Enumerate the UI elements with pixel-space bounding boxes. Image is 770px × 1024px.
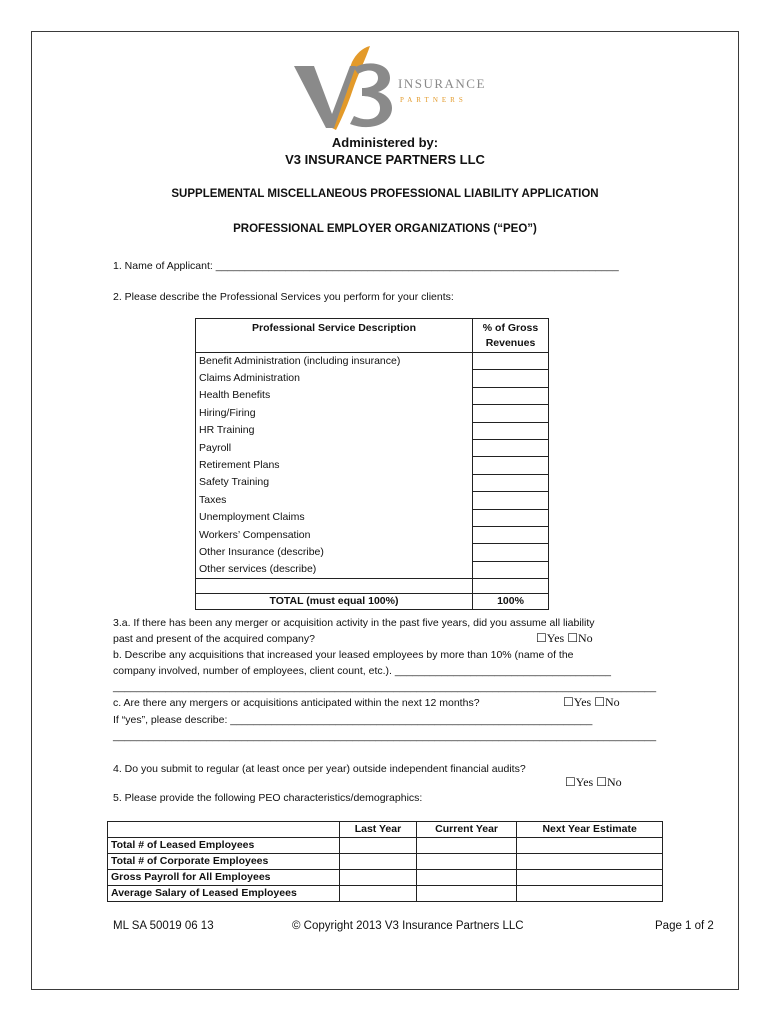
demographics-corner: [108, 822, 340, 838]
service-label: Benefit Administration (including insurance): [196, 353, 473, 370]
service-label: Safety Training: [196, 474, 473, 491]
revenue-cell[interactable]: [473, 353, 549, 370]
table-row: [108, 870, 663, 886]
revenue-cell[interactable]: [473, 492, 549, 509]
q3a-yes-no-checkboxes[interactable]: ☐Yes ☐No: [536, 631, 593, 645]
peo-demographics-table: [107, 821, 663, 902]
table-row: [196, 370, 549, 387]
input-cell[interactable]: [416, 854, 516, 870]
table-row-total: [196, 594, 549, 610]
revenue-cell[interactable]: [473, 370, 549, 387]
q3c-yes-no-checkboxes[interactable]: ☐Yes ☐No: [563, 695, 620, 709]
table-row: [108, 838, 663, 854]
q3b-line2[interactable]: company involved, number of employees, client count, etc.). _____________________________________: [113, 665, 611, 677]
service-label: Claims Administration: [196, 370, 473, 387]
q1-name-of-applicant[interactable]: 1. Name of Applicant: _____________________________________________________________________: [113, 260, 619, 272]
q3b-line3[interactable]: _____________________________________________________________________________________________: [113, 681, 657, 693]
form-code: ML SA 50019 06 13: [113, 920, 214, 932]
table-row-blank: [196, 579, 549, 594]
v3-logo: [292, 44, 492, 134]
service-label: Other Insurance (describe): [196, 544, 473, 561]
q4-question: 4. Do you submit to regular (at least once per year) outside independent financial audits?: [113, 763, 526, 775]
copyright: © Copyright 2013 V3 Insurance Partners LLC: [292, 920, 524, 932]
revenue-cell[interactable]: [473, 439, 549, 456]
table-row: [196, 422, 549, 439]
revenue-cell[interactable]: [473, 422, 549, 439]
service-label: HR Training: [196, 422, 473, 439]
logo-brand-insurance: INSURANCE: [398, 76, 486, 91]
q3c-line1: c. Are there any mergers or acquisitions anticipated within the next 12 months?: [113, 697, 480, 709]
q3b-line1: b. Describe any acquisitions that increased your leased employees by more than 10% (name of the: [113, 649, 574, 661]
table-row: [196, 544, 549, 561]
input-cell[interactable]: [517, 854, 663, 870]
logo-brand-partners: PARTNERS: [400, 96, 467, 104]
service-label: Workers’ Compensation: [196, 526, 473, 543]
table-row: [196, 405, 549, 422]
page-number: Page 1 of 2: [655, 920, 714, 932]
revenue-cell[interactable]: [473, 561, 549, 578]
input-cell[interactable]: [340, 886, 417, 902]
input-cell[interactable]: [340, 838, 417, 854]
revenue-cell[interactable]: [473, 457, 549, 474]
table-row: [196, 561, 549, 578]
input-cell[interactable]: [416, 886, 516, 902]
table-row: [196, 474, 549, 491]
table-row: [108, 854, 663, 870]
service-label: Taxes: [196, 492, 473, 509]
service-label: Other services (describe): [196, 561, 473, 578]
total-value: 100%: [473, 594, 549, 610]
application-title: SUPPLEMENTAL MISCELLANEOUS PROFESSIONAL LIABILITY APPLICATION: [171, 188, 599, 200]
revenue-cell[interactable]: [473, 405, 549, 422]
row-label: Average Salary of Leased Employees: [108, 886, 340, 902]
input-cell[interactable]: [340, 854, 417, 870]
input-cell[interactable]: [416, 870, 516, 886]
col-header-current-year: Current Year: [416, 822, 516, 838]
input-cell[interactable]: [517, 838, 663, 854]
revenue-cell[interactable]: [473, 474, 549, 491]
revenue-cell[interactable]: [473, 526, 549, 543]
col-header-next-year: Next Year Estimate: [517, 822, 663, 838]
table-row: [108, 886, 663, 902]
table-row: [196, 457, 549, 474]
table-row: [196, 387, 549, 404]
service-label: Payroll: [196, 439, 473, 456]
revenue-cell[interactable]: [473, 544, 549, 561]
administered-by: Administered by:: [331, 135, 439, 150]
service-label: Unemployment Claims: [196, 509, 473, 526]
row-label: Total # of Corporate Employees: [108, 854, 340, 870]
table-row: [196, 509, 549, 526]
table-row: [196, 439, 549, 456]
service-label: Health Benefits: [196, 387, 473, 404]
table-row: [196, 492, 549, 509]
col-header-service: Professional Service Description: [196, 319, 473, 353]
input-cell[interactable]: [517, 886, 663, 902]
service-label: Retirement Plans: [196, 457, 473, 474]
input-cell[interactable]: [416, 838, 516, 854]
revenue-cell[interactable]: [473, 387, 549, 404]
application-subtitle: PROFESSIONAL EMPLOYER ORGANIZATIONS (“PEO”): [233, 223, 537, 235]
row-label: Total # of Leased Employees: [108, 838, 340, 854]
col-header-revenue: % of Gross Revenues: [473, 319, 549, 353]
input-cell[interactable]: [340, 870, 417, 886]
company-name: V3 INSURANCE PARTNERS LLC: [285, 152, 485, 167]
row-label: Gross Payroll for All Employees: [108, 870, 340, 886]
q3c-line3[interactable]: _____________________________________________________________________________________________: [113, 730, 657, 742]
input-cell[interactable]: [517, 870, 663, 886]
col-header-last-year: Last Year: [340, 822, 417, 838]
service-label: Hiring/Firing: [196, 405, 473, 422]
total-label: TOTAL (must equal 100%): [196, 594, 473, 610]
services-table: [195, 318, 549, 610]
table-row: [196, 526, 549, 543]
q3a-line1: 3.a. If there has been any merger or acquisition activity in the past five years, did you assume all liability: [113, 617, 595, 629]
q4-yes-no-checkboxes[interactable]: ☐Yes ☐No: [565, 775, 622, 789]
q2-question: 2. Please describe the Professional Services you perform for your clients:: [113, 291, 454, 303]
revenue-cell[interactable]: [473, 509, 549, 526]
q5-question: 5. Please provide the following PEO characteristics/demographics:: [113, 792, 423, 804]
table-row: [196, 353, 549, 370]
q3a-line2: past and present of the acquired company?: [113, 633, 315, 645]
q3c-line2[interactable]: If “yes”, please describe: ______________________________________________________________: [113, 714, 593, 726]
